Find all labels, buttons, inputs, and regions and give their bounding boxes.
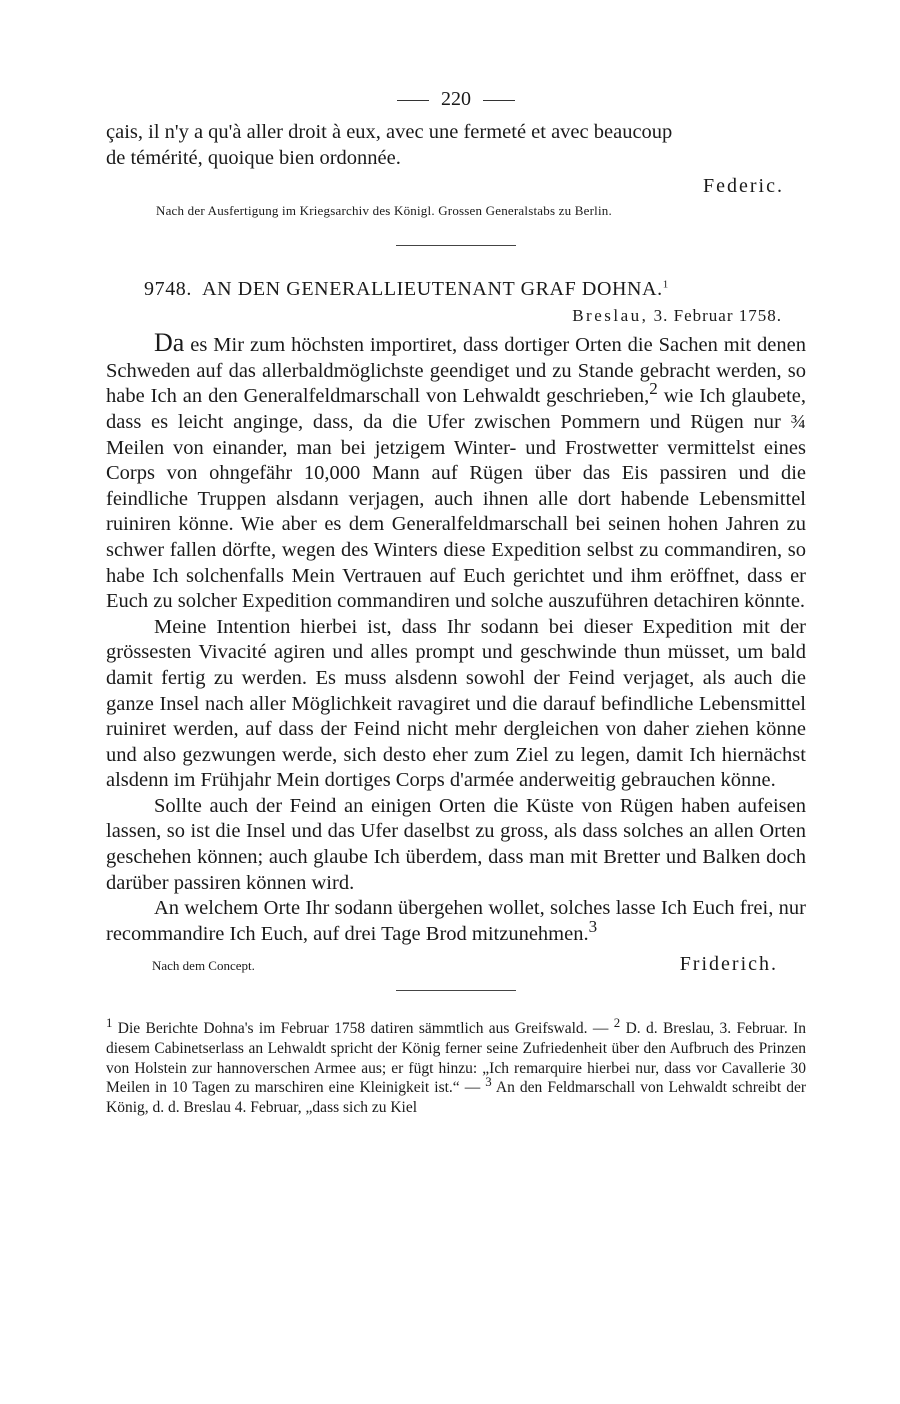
letter-paragraph-2: Meine Intention hierbei ist, dass Ihr sodann bei dieser Expedition mit der grössesten Vivacité agiren und alles prompt und geschwinde thun müsset, um bald damit fertig zu werden. Es muss alsdenn sowohl der Feind verjaget, als auch die ganze Insel nach aller Möglichkeit ravagiret und die darauf befindliche Lebensmittel ruiniret werden, auf dass der Feind nicht mehr dergleichen von daher ziehen könne und also gezwungen werde, sich desto eher zum Ziel zu legen, damit Ich hiernächst alsdenn im Frühjahr Mein dortiges Corps d'armée anderweitig gebrauchen könne. [106,615,806,792]
footnote-2-mark: 2 [613,1015,621,1031]
letter-signature: Friderich. [679,953,778,976]
previous-letter-source: Nach der Ausfertigung im Kriegsarchiv des Königl. Grossen Generalstabs zu Berlin. [156,203,612,219]
footnote-mark-3: 3 [588,917,598,937]
letter-dateline [106,304,782,328]
book-page [106,84,806,1117]
previous-letter-line-1: çais, il n'y a qu'à aller droit à eux, avec une fermeté et avec beaucoup [106,121,673,143]
letter-paragraph-1 [106,330,806,615]
footnote-2-text: D. d. Breslau, 3. Februar. In diesem Cabinetserlass an Lehwaldt spricht der König ferner seine Zufriedenheit über den Aufbruch des Prinzen von Holstein zur hannoverschen Armee aus; er fügt hinzu: „Ich remarquire hierbei nur, dass vor Cavallerie 30 Meilen in 10 Tagen zu marschiren eine Kleinigkeit ist.“ — [106,1020,806,1097]
previous-letter-signature: Federic. [703,175,784,198]
footnote-3-text: An den Feldmarschall von Lehwaldt schreibt der König, d. d. Breslau 4. Februar, „dass sich zu Kiel [106,1079,807,1116]
header-dash-left [397,100,429,101]
previous-letter-line-2: de témérité, quoique bien ordonnée. [106,146,401,169]
page-number-header [106,84,806,114]
footnote-1-mark: 1 [106,1015,113,1031]
letter-heading [144,276,806,302]
letter-paragraph-1-part-b: wie Ich glaubete, dass es leicht anginge, dass, da die Ufer zwischen Pommern und Rügen nur ¾ Meilen von einander, man bei jetzigem Winter- und Frostwetter vermittelst eines Corps von ohngefähr 10,000 Mann auf Rügen über das Eis passiren und die feindliche Truppen alsdann verjagen, auch ihnen alle dort habende Lebensmittel ruiniren könne. Wie aber es dem Generalfeldmarschall bei seinen hohen Jahren zu schwer fallen dörfte, wegen des Winters diese Expedition selbst zu commandiren, so habe Ich solchenfalls Mein Vertrauen auf Euch gerichtet und ihm eröffnet, dass er Euch zu solcher Expedition commandiren und solche auszuführen detachiren könnte. [106,385,806,613]
letter-number: 9748. [144,278,192,301]
footnotes [106,1015,807,1117]
header-dash-right [483,100,515,101]
footnote-1-text: Die Berichte Dohna's im Februar 1758 datiren sämmtlich aus Greifswald. — [112,1020,614,1038]
letter-closing [106,953,806,976]
section-divider [396,245,516,246]
letter-place: Breslau, [572,306,649,326]
footnote-3-mark: 3 [485,1074,492,1090]
letter-paragraph-4 [106,896,806,947]
letter-title: AN DEN GENERALLIEUTENANT GRAF DOHNA. [202,278,663,301]
letter-date: 3. Februar 1758. [653,306,782,326]
letter-title-footnote-mark: 1 [662,278,669,291]
letter-source: Nach dem Concept. [152,958,255,974]
letter-paragraph-4-text: An welchem Orte Ihr sodann übergehen wollet, solches lasse Ich Euch frei, nur recommandire Ich Euch, auf drei Tage Brod mitzunehmen. [106,897,806,945]
footnote-mark-2: 2 [649,379,658,399]
footnote-divider [396,990,516,991]
page-number: 220 [441,88,471,110]
letter-paragraph-1-part-a: es Mir zum höchsten importiret, dass dortiger Orten die Sachen mit denen Schweden auf das allerbaldmöglichste geendiget und zu Stande gebracht werden, so habe Ich an den Generalfeldmarschall von Lehwaldt geschrieben, [106,334,806,408]
letter-paragraph-3: Sollte auch der Feind an einigen Orten die Küste von Rügen haben aufeisen lassen, so ist die Insel und das Ufer daselbst zu gross, als dass solches an allen Orten geschehen können; auch glaube Ich überdem, dass man mit Bretter und Balken doch darüber passiren können wird. [106,794,806,894]
previous-letter-text [106,120,806,171]
letter-dropcap: Da [154,328,185,358]
